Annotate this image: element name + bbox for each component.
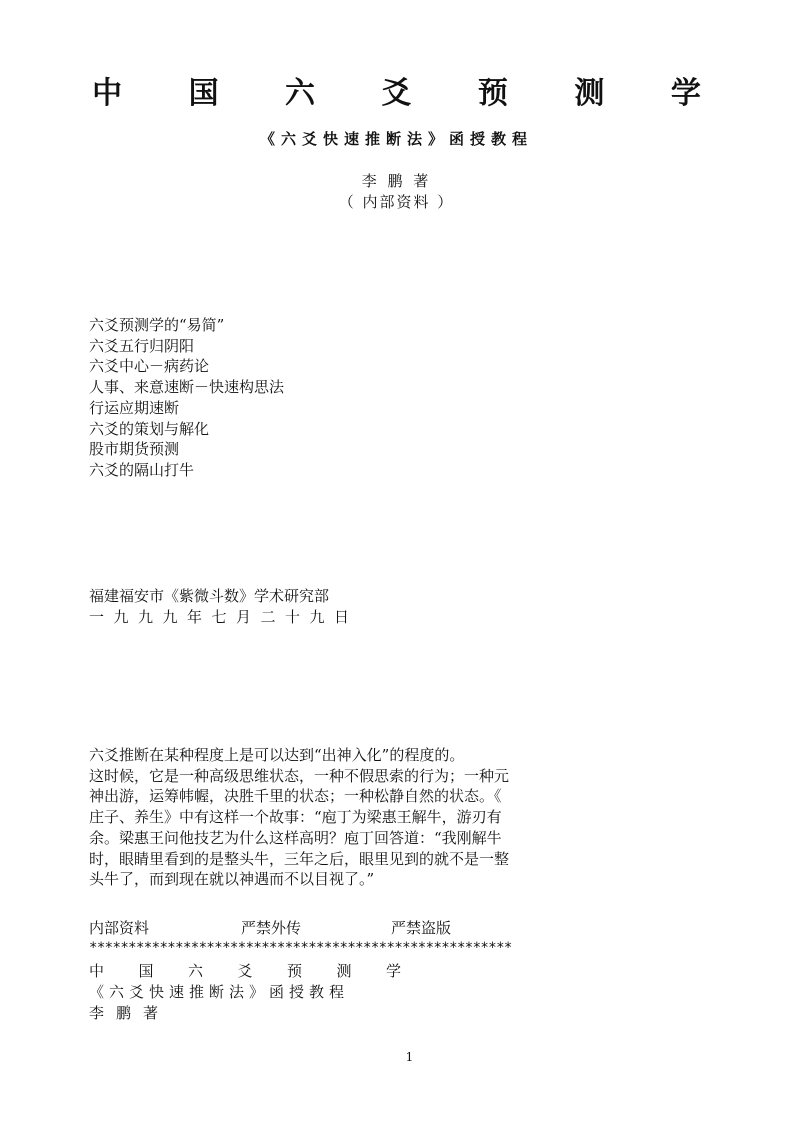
asterisk-divider: ****************************************************** (89, 940, 512, 956)
toc-item: 行运应期速断 (89, 398, 180, 417)
toc-item: 六爻的策划与解化 (89, 419, 210, 438)
paragraph-line: 余。梁惠王问他技艺为什么这样高明？庖丁回答道：“我刚解牛 (89, 828, 502, 847)
paragraph-line: 头牛了，而到现在就以神遇而不以目视了。” (89, 870, 375, 889)
toc-item: 股市期货预测 (89, 440, 180, 459)
paragraph-line: 时，眼睛里看到的是整头牛，三年之后，眼里见到的就不是一整 (89, 849, 510, 868)
publication-date: 一九九九年七月二十九日 (89, 607, 359, 626)
paragraph-line: 庄子、养生》中有这样一个故事：“庖丁为梁惠王解牛，游刃有 (89, 808, 502, 827)
author-line: 李 鹏 著 (361, 172, 432, 190)
page-number: 1 (405, 1050, 414, 1064)
toc-item: 六爻预测学的“易简” (89, 316, 225, 334)
no-piracy-label: 严禁盗版 (391, 919, 452, 937)
paragraph-line: 六爻推断在某种程度上是可以达到“出神入化”的程度的。 (89, 746, 465, 764)
intro-paragraph (89, 745, 509, 890)
toc-item: 六爻中心－病药论 (89, 357, 210, 376)
paragraph-line: 神出游，运筹帏幄，决胜千里的状态；一种松静自然的状态。《 (89, 787, 502, 806)
no-spread-label: 严禁外传 (241, 919, 302, 937)
document-title: 中 国 六 爻 预 测 学 (92, 76, 729, 111)
footer-notice-row (89, 917, 549, 937)
toc-item: 六爻的隔山打牛 (89, 460, 195, 479)
paragraph-line: 这时候，它是一种高级思维状态，一种不假思索的行为；一种元 (89, 766, 510, 785)
toc-item: 人事、来意速断－快速构思法 (89, 378, 285, 397)
document-subtitle: 《六爻快速推断法》函授教程 (259, 130, 533, 148)
footer-author: 李鹏著 (89, 1004, 171, 1022)
table-of-contents (89, 315, 284, 481)
internal-label: 内部资料 (89, 919, 150, 937)
toc-item: 六爻五行归阴阳 (89, 336, 195, 355)
footer-title: 中国六爻预测学 (89, 962, 436, 980)
organization-block (89, 586, 359, 627)
footer-subtitle: 《六爻快速推断法》函授教程 (89, 983, 350, 1001)
organization-name: 福建福安市《紫微斗数》学术研究部 (89, 587, 330, 605)
internal-material-note: （ 内部资料 ） (338, 193, 455, 211)
